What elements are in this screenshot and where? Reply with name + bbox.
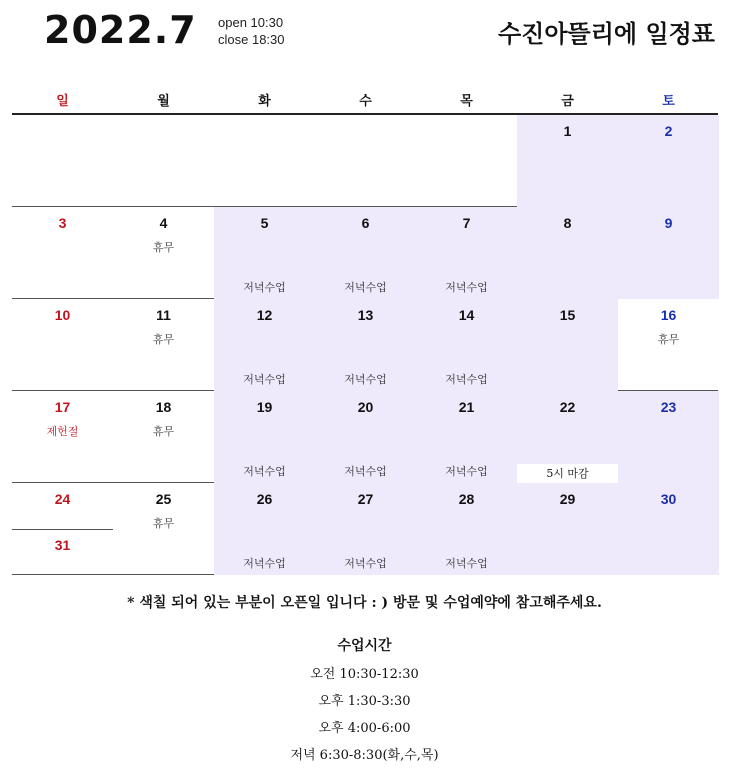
day-cell — [113, 391, 214, 483]
day-cell — [416, 115, 517, 207]
calendar-week — [12, 207, 718, 299]
day-cell — [12, 115, 113, 207]
day-cell — [315, 391, 416, 483]
class-time-line: 오후 1:30-3:30 — [318, 694, 411, 709]
weekday-label: 화 — [258, 94, 271, 109]
class-time-line: 오전 10:30-12:30 — [310, 667, 419, 682]
footer-note: * 색칠 되어 있는 부분이 오픈일 입니다 : ) 방문 및 수업예약에 참고해주세요. — [127, 595, 602, 611]
day-cell — [113, 299, 214, 391]
evening-class-label: 저녁수업 — [445, 465, 488, 478]
day-cell — [618, 207, 719, 299]
day-cell — [416, 391, 517, 483]
day-number: 16 — [660, 307, 677, 323]
weekday-label: 금 — [561, 94, 574, 109]
day-number: 28 — [458, 491, 475, 507]
day-cell — [12, 207, 113, 299]
day-cell — [517, 483, 618, 575]
day-number: 11 — [156, 307, 171, 323]
day-number: 20 — [357, 399, 374, 415]
calendar-weeks — [12, 115, 718, 575]
day-cell — [315, 483, 416, 575]
day-number: 29 — [559, 491, 576, 507]
day-number: 22 — [559, 399, 576, 415]
day-number: 19 — [256, 399, 273, 415]
day-number: 23 — [660, 399, 677, 415]
day-cell — [315, 115, 416, 207]
day-cell — [113, 115, 214, 207]
evening-class-label: 저녁수업 — [243, 281, 286, 294]
day-number: 21 — [458, 399, 475, 415]
day-number: 4 — [159, 215, 168, 231]
day-number: 18 — [155, 399, 172, 415]
evening-class-label: 저녁수업 — [243, 557, 286, 570]
day-cell — [416, 299, 517, 391]
day-cell — [517, 299, 618, 391]
evening-class-label: 저녁수업 — [243, 465, 286, 478]
weekday-label: 토 — [662, 94, 675, 109]
weekday-label: 월 — [157, 94, 170, 109]
calendar-week — [12, 299, 718, 391]
day-number: 9 — [664, 215, 673, 231]
day-number: 6 — [361, 215, 370, 231]
day-cell — [618, 391, 719, 483]
day-cell — [618, 483, 719, 575]
day-note: 휴무 — [152, 333, 175, 346]
calendar-week — [12, 483, 718, 575]
day-cell — [618, 115, 719, 207]
evening-class-label: 저녁수업 — [344, 281, 387, 294]
evening-class-label: 저녁수업 — [344, 373, 387, 386]
evening-class-label: 저녁수업 — [445, 557, 488, 570]
day-cell — [416, 207, 517, 299]
day-number: 15 — [559, 307, 576, 323]
evening-class-label: 저녁수업 — [243, 373, 286, 386]
close-time: close 18:30 — [218, 32, 285, 47]
weekday-label: 수 — [359, 94, 372, 109]
day-cell — [618, 299, 719, 391]
day-number: 24 — [54, 491, 71, 507]
weekday-label: 목 — [460, 94, 473, 109]
day-number: 31 — [54, 537, 71, 553]
day-number: 14 — [458, 307, 475, 323]
class-times-heading: 수업시간 — [337, 638, 392, 654]
day-cell — [113, 483, 214, 575]
day-cell — [214, 299, 315, 391]
early-closing-label: 5시 마감 — [517, 464, 618, 483]
day-number: 3 — [58, 215, 67, 231]
evening-class-label: 저녁수업 — [344, 465, 387, 478]
day-number: 5 — [260, 215, 269, 231]
day-note: 휴무 — [152, 241, 175, 254]
header — [0, 0, 729, 70]
evening-class-label: 저녁수업 — [445, 281, 488, 294]
day-cell — [517, 391, 618, 483]
calendar — [12, 85, 718, 575]
day-cell — [416, 483, 517, 575]
day-cell — [517, 115, 618, 207]
day-number: 8 — [563, 215, 572, 231]
year-month: 2022.7 — [44, 8, 197, 52]
day-number: 25 — [155, 491, 172, 507]
evening-class-label: 저녁수업 — [445, 373, 488, 386]
day-cell — [315, 299, 416, 391]
class-times — [0, 635, 729, 769]
split-divider — [12, 529, 113, 530]
open-time: open 10:30 — [218, 15, 284, 30]
class-time-line: 오후 4:00-6:00 — [318, 721, 411, 736]
schedule-title: 수진아뜰리에 일정표 — [497, 20, 715, 48]
day-cell — [113, 207, 214, 299]
weekday-header — [12, 85, 718, 115]
day-cell — [517, 207, 618, 299]
day-note: 휴무 — [152, 517, 175, 530]
day-number: 1 — [563, 123, 572, 139]
day-number: 13 — [357, 307, 374, 323]
day-number: 17 — [54, 399, 71, 415]
day-cell — [315, 207, 416, 299]
opening-hours — [218, 14, 285, 48]
class-time-line: 저녁 6:30-8:30(화,수,목) — [290, 748, 439, 763]
day-note: 제헌절 — [46, 425, 79, 438]
calendar-week — [12, 391, 718, 483]
day-cell — [12, 299, 113, 391]
day-cell — [12, 483, 113, 575]
day-number: 7 — [462, 215, 471, 231]
weekday-label: 일 — [56, 94, 69, 109]
evening-class-label: 저녁수업 — [344, 557, 387, 570]
day-note: 휴무 — [657, 333, 680, 346]
day-cell — [12, 391, 113, 483]
day-number: 26 — [256, 491, 273, 507]
day-number: 2 — [664, 123, 673, 139]
day-number: 10 — [54, 307, 71, 323]
day-cell — [214, 207, 315, 299]
day-cell — [214, 391, 315, 483]
day-number: 12 — [256, 307, 273, 323]
day-note: 휴무 — [152, 425, 175, 438]
day-cell — [214, 115, 315, 207]
day-number: 27 — [357, 491, 374, 507]
day-number: 30 — [660, 491, 677, 507]
calendar-week — [12, 115, 718, 207]
day-cell — [214, 483, 315, 575]
